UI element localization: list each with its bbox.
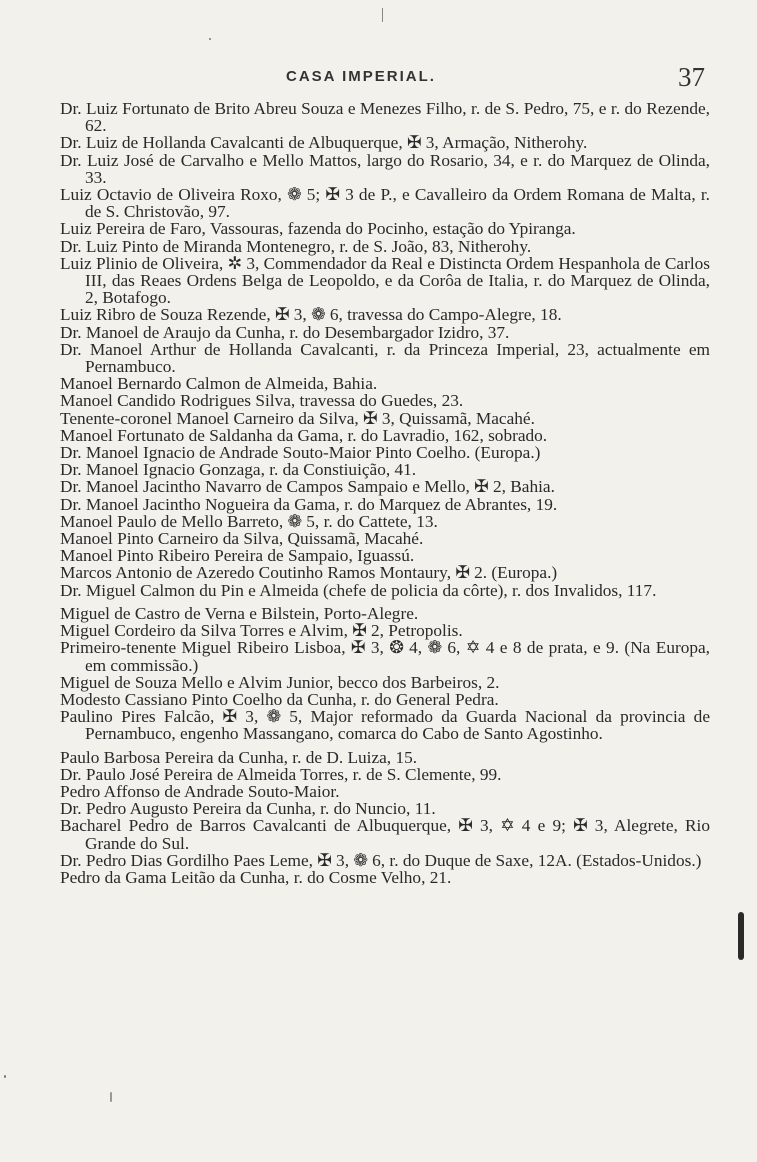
directory-entry: Primeiro-tenente Miguel Ribeiro Lisboa, ✠ 3, ❂ 4, ❁ 6, ✡ 4 e 8 de prata, e 9. (Na Europa, em commissão.) xyxy=(60,638,710,675)
directory-entry: Dr. Pedro Dias Gordilho Paes Leme, ✠ 3, ❁ 6, r. do Duque de Saxe, 12A. (Estados-Unidos.) xyxy=(60,850,702,870)
directory-entry: Modesto Cassiano Pinto Coelho da Cunha, r. do General Pedra. xyxy=(60,689,499,709)
directory-entry: Paulino Pires Falcão, ✠ 3, ❁ 5, Major reformado da Guarda Nacional da provincia de Pernambuco, engenho Massangano, comarca do Cabo de Santo Agostinho. xyxy=(60,707,710,744)
margin-ink-mark xyxy=(738,912,744,960)
directory-entry: Pedro da Gama Leitão da Cunha, r. do Cosme Velho, 21. xyxy=(60,867,452,887)
paper-speck xyxy=(4,1075,6,1078)
directory-entry: Tenente-coronel Manoel Carneiro da Silva, ✠ 3, Quissamã, Macahé. xyxy=(60,408,535,428)
directory-entry: Miguel de Souza Mello e Alvim Junior, becco dos Barbeiros, 2. xyxy=(60,672,500,692)
directory-entry: Luiz Octavio de Oliveira Roxo, ❁ 5; ✠ 3 de P., e Cavalleiro da Ordem Romana de Malta, r. de S. Christovão, 97. xyxy=(60,185,710,222)
directory-entry: Dr. Manoel Jacintho Navarro de Campos Sampaio e Mello, ✠ 2, Bahia. xyxy=(60,477,555,497)
directory-entry: Manoel Pinto Carneiro da Silva, Quissamã, Macahé. xyxy=(60,529,424,549)
paper-speck xyxy=(382,8,383,22)
directory-entry: Dr. Manoel Ignacio de Andrade Souto-Maior Pinto Coelho. (Europa.) xyxy=(60,443,541,463)
directory-entry: Miguel Cordeiro da Silva Torres e Alvim, ✠ 2, Petropolis. xyxy=(60,621,463,641)
directory-entry: Dr. Luiz Pinto de Miranda Montenegro, r. de S. João, 83, Nitherohy. xyxy=(60,236,532,256)
directory-entry: Manoel Pinto Ribeiro Pereira de Sampaio, Iguassú. xyxy=(60,546,415,566)
directory-entry: Dr. Luiz José de Carvalho e Mello Mattos, largo do Rosario, 34, e r. do Marquez de Olinda, 33. xyxy=(60,150,710,187)
page-header xyxy=(0,62,757,102)
directory-entry: Dr. Luiz de Hollanda Cavalcanti de Albuquerque, ✠ 3, Armação, Nitherohy. xyxy=(60,133,588,153)
directory-entry: Manoel Candido Rodrigues Silva, travessa do Guedes, 23. xyxy=(60,391,464,411)
directory-entry: Manoel Paulo de Mello Barreto, ❁ 5, r. do Cattete, 13. xyxy=(60,511,438,531)
directory-entry: Miguel de Castro de Verna e Bilstein, Porto-Alegre. xyxy=(60,603,419,623)
directory-entry: Dr. Miguel Calmon du Pin e Almeida (chefe de policia da côrte), r. dos Invalidos, 117. xyxy=(60,580,657,600)
directory-entry: Pedro Affonso de Andrade Souto-Maior. xyxy=(60,781,340,801)
directory-entry: Dr. Luiz Fortunato de Brito Abreu Souza e Menezes Filho, r. de S. Pedro, 75, e r. do Rezende, 62. xyxy=(60,99,710,136)
paper-speck xyxy=(110,1092,112,1102)
directory-entry: Dr. Manoel Jacintho Nogueira da Gama, r. do Marquez de Abrantes, 19. xyxy=(60,494,558,514)
directory-entry: Manoel Bernardo Calmon de Almeida, Bahia. xyxy=(60,374,378,394)
directory-entry: Manoel Fortunato de Saldanha da Gama, r. do Lavradio, 162, sobrado. xyxy=(60,425,548,445)
directory-entries xyxy=(60,100,710,886)
directory-entry: Bacharel Pedro de Barros Cavalcanti de Albuquerque, ✠ 3, ✡ 4 e 9; ✠ 3, Alegrete, Rio Grande do Sul. xyxy=(60,816,710,853)
directory-entry: Luiz Plinio de Oliveira, ✲ 3, Commendador da Real e Distincta Ordem Hespanhola de Carlos III, das Reaes Ordens Belga de Leopoldo, e da Corôa de Italia, r. do Marquez de Olinda, 2, Botafogo. xyxy=(60,253,710,308)
directory-entry: Dr. Paulo José Pereira de Almeida Torres, r. de S. Clemente, 99. xyxy=(60,764,502,784)
directory-entry: Paulo Barbosa Pereira da Cunha, r. de D. Luiza, 15. xyxy=(60,747,418,767)
directory-entry: Luiz Ribro de Souza Rezende, ✠ 3, ❁ 6, travessa do Campo-Alegre, 18. xyxy=(60,305,562,325)
directory-entry: Dr. Pedro Augusto Pereira da Cunha, r. do Nuncio, 11. xyxy=(60,799,436,819)
directory-entry: Luiz Pereira de Faro, Vassouras, fazenda do Pocinho, estação do Ypiranga. xyxy=(60,219,576,239)
page-number: 37 xyxy=(678,62,705,92)
directory-entry: Dr. Manoel Ignacio Gonzaga, r. da Constiuição, 41. xyxy=(60,460,417,480)
paper-speck xyxy=(209,38,211,40)
directory-entry: Marcos Antonio de Azeredo Coutinho Ramos Montaury, ✠ 2. (Europa.) xyxy=(60,563,558,583)
directory-entry: Dr. Manoel de Araujo da Cunha, r. do Desembargador Izidro, 37. xyxy=(60,322,510,342)
directory-entry: Dr. Manoel Arthur de Hollanda Cavalcanti, r. da Princeza Imperial, 23, actualmente em Pernambuco. xyxy=(60,339,710,377)
running-title: CASA IMPERIAL. xyxy=(286,68,436,85)
